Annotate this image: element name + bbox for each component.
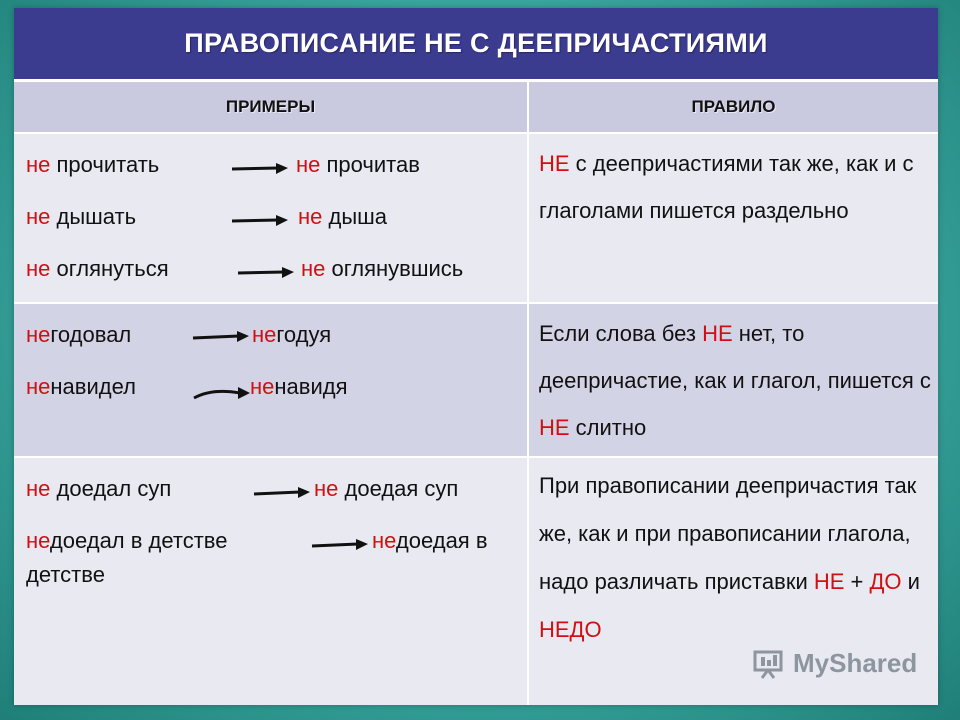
watermark-text: MyShared xyxy=(793,648,918,678)
watermark xyxy=(753,648,917,679)
word-b-continuation: детстве xyxy=(26,562,105,587)
rule-cell xyxy=(539,458,934,654)
prefix-red: не xyxy=(252,322,277,347)
rules-table xyxy=(14,8,938,705)
word-a: доедал в детстве xyxy=(49,528,228,553)
title-bar xyxy=(14,8,938,82)
prefix-red: не xyxy=(26,256,51,281)
prefix-red: не xyxy=(26,322,51,347)
arrow-right-icon xyxy=(230,162,290,176)
rule-body: и xyxy=(901,569,920,594)
word-b: оглянувшись xyxy=(325,256,464,281)
rule-body: с деепричастиями так же, как и с глаголами пишется раздельно xyxy=(539,151,914,223)
word-b: годуя xyxy=(276,322,332,347)
prefix-red: не xyxy=(298,204,323,229)
rule-highlight: ДО xyxy=(869,569,902,594)
rule-body: При правописании деепричастия так же, как и при правописании глагола, надо различать приставки xyxy=(539,473,917,594)
prefix-red: не xyxy=(26,152,51,177)
prefix-red: не xyxy=(26,528,50,553)
rule-cell xyxy=(539,134,934,234)
rule-cell xyxy=(539,304,934,451)
example-line xyxy=(26,134,521,186)
arrow-right-icon xyxy=(236,266,296,280)
word-a: оглянуться xyxy=(50,256,169,281)
word-b: прочитав xyxy=(320,152,420,177)
rule-text xyxy=(539,304,934,451)
rule-highlight: НЕ xyxy=(702,321,733,346)
rule-text xyxy=(539,134,934,234)
rule-highlight: НЕ xyxy=(813,569,845,594)
word-a: прочитать xyxy=(50,152,160,177)
rule-body: Если слова без xyxy=(539,321,703,346)
example-line xyxy=(26,238,521,290)
arrow-right-icon xyxy=(191,330,251,344)
page-title: ПРАВОПИСАНИЕ НЕ С ДЕЕПРИЧАСТИЯМИ xyxy=(184,28,768,58)
presentation-board-icon xyxy=(753,649,787,679)
arrow-right-icon xyxy=(230,214,290,228)
prefix-red: не xyxy=(301,256,326,281)
example-line xyxy=(26,356,521,408)
examples-cell xyxy=(26,458,521,602)
prefix-red: не xyxy=(314,476,339,501)
example-line xyxy=(26,510,521,562)
word-a: навидел xyxy=(50,374,136,399)
prefix-red: не xyxy=(372,528,396,553)
rule-body: + xyxy=(844,569,870,594)
prefix-red: не xyxy=(296,152,321,177)
header-rule: ПРАВИЛО xyxy=(691,97,776,116)
prefix-red: не xyxy=(26,374,51,399)
header-row xyxy=(14,82,938,134)
prefix-red: не xyxy=(26,204,51,229)
word-a: дышать xyxy=(50,204,137,229)
word-b: доедая суп xyxy=(338,476,459,501)
word-b: дыша xyxy=(322,204,388,229)
examples-cell xyxy=(26,134,521,290)
rule-highlight: НЕ xyxy=(539,151,570,176)
word-a: годовал xyxy=(50,322,132,347)
prefix-red: не xyxy=(26,476,51,501)
table-row xyxy=(14,304,938,458)
arrow-right-icon xyxy=(252,486,312,500)
example-line xyxy=(26,186,521,238)
example-line xyxy=(26,458,521,510)
rule-highlight: НЕ xyxy=(539,415,570,440)
rule-text xyxy=(539,458,934,654)
rule-body: нет, то деепричастие, как и глагол, пишется с xyxy=(539,321,931,393)
prefix-red: не xyxy=(250,374,275,399)
table-row xyxy=(14,134,938,304)
example-line xyxy=(26,304,521,356)
word-b: доедая в xyxy=(395,528,488,553)
rule-body: слитно xyxy=(569,415,647,440)
rule-highlight: НЕДО xyxy=(539,617,602,642)
word-b: навидя xyxy=(274,374,348,399)
header-examples: ПРИМЕРЫ xyxy=(225,97,316,116)
arrow-right-icon xyxy=(310,538,370,552)
arrow-right-icon xyxy=(192,386,252,402)
word-a: доедал суп xyxy=(50,476,172,501)
column-divider xyxy=(527,82,529,705)
examples-cell xyxy=(26,304,521,408)
example-line-continuation xyxy=(26,562,521,602)
